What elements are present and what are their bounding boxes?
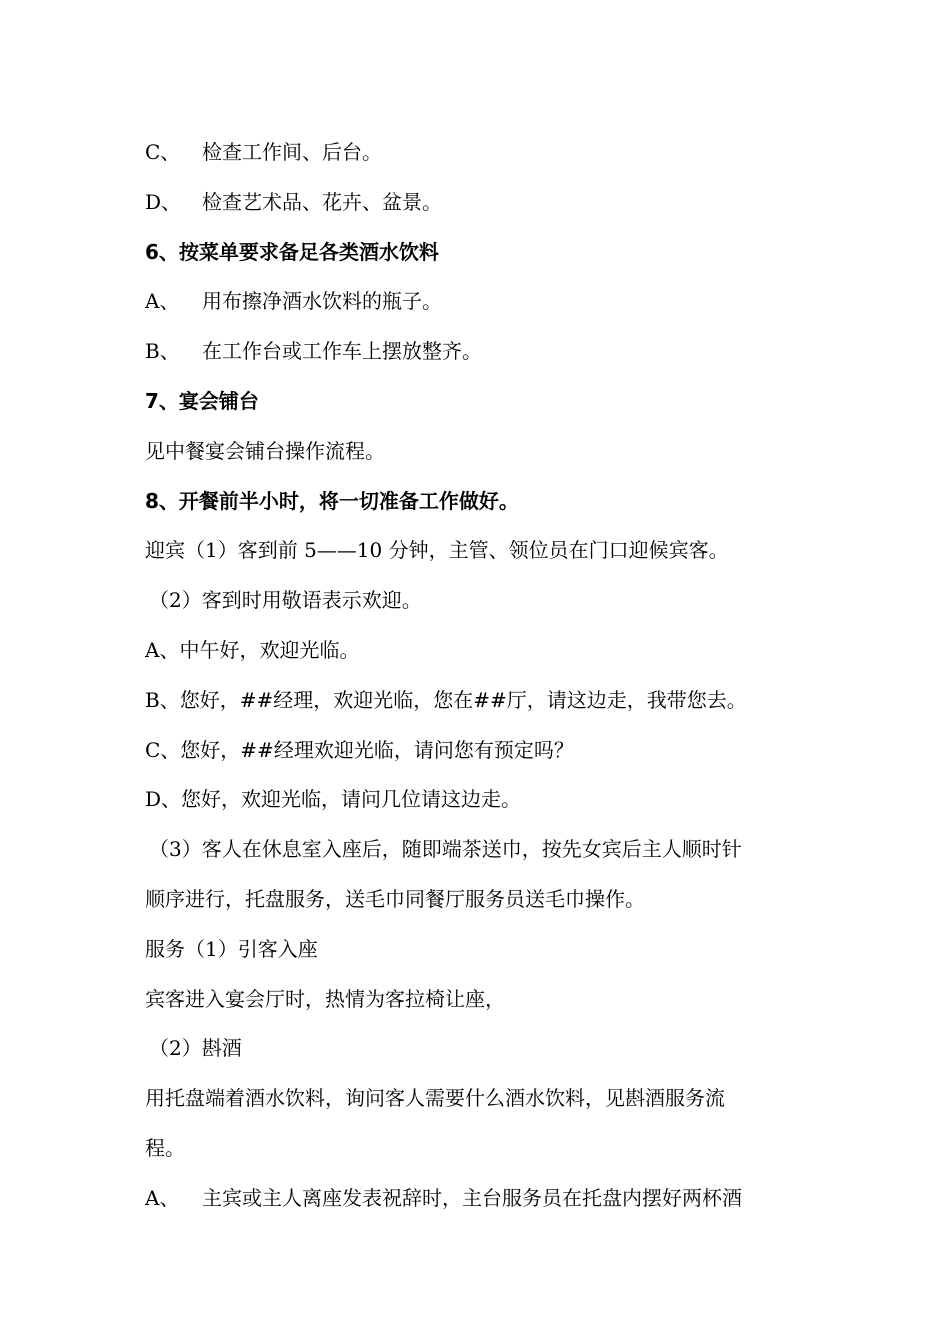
- list-text: 用布擦净酒水饮料的瓶子。: [202, 289, 442, 314]
- paragraph-line: 迎宾（1）客到前 5——10 分钟，主管、领位员在门口迎候宾客。: [145, 538, 729, 563]
- list-marker: C、: [145, 140, 181, 164]
- list-item-a: [145, 277, 810, 327]
- paragraph-line: （3）客人在休息室入座后，随即端茶送巾，按先女宾后主人顺时针: [149, 837, 742, 862]
- list-text: 主宾或主人离座发表祝辞时，主台服务员在托盘内摆好两杯酒: [202, 1185, 742, 1210]
- list-item-a: [145, 1174, 810, 1224]
- list-marker: D、: [145, 189, 182, 214]
- paragraph-line: 用托盘端着酒水饮料，询问客人需要什么酒水饮料，见斟酒服务流: [145, 1086, 725, 1111]
- list-text: 检查艺术品、花卉、盆景。: [202, 189, 442, 214]
- paragraph-line: B、您好，##经理，欢迎光临，您在##厅，请这边走，我带您去。: [145, 687, 747, 712]
- section-heading-7: 7、宴会铺台: [145, 388, 259, 413]
- list-text: 检查工作间、后台。: [202, 140, 382, 164]
- paragraph-line: （2）斟酒: [149, 1036, 242, 1061]
- list-item-c: [145, 128, 810, 178]
- section-heading-8: 8、开餐前半小时，将一切准备工作做好。: [145, 488, 519, 513]
- list-item-b: [145, 327, 810, 377]
- section-heading-6: 6、按菜单要求备足各类酒水饮料: [145, 239, 439, 264]
- paragraph-line: D、您好，欢迎光临，请问几位请这边走。: [145, 787, 522, 812]
- list-marker: A、: [145, 1185, 180, 1210]
- paragraph-line: 见中餐宴会铺台操作流程。: [145, 438, 385, 463]
- paragraph-line: 程。: [145, 1135, 185, 1160]
- paragraph-line: 服务（1）引客入座: [145, 936, 318, 961]
- list-item-d: [145, 178, 810, 228]
- list-marker: B、: [145, 339, 180, 364]
- paragraph-line: C、您好，##经理欢迎光临，请问您有预定吗？: [145, 737, 574, 762]
- paragraph-line: 顺序进行，托盘服务，送毛巾同餐厅服务员送毛巾操作。: [145, 886, 645, 911]
- paragraph-line: （2）客到时用敬语表示欢迎。: [149, 588, 422, 613]
- list-marker: A、: [145, 289, 180, 314]
- paragraph-line: A、中午好，欢迎光临。: [145, 637, 360, 662]
- paragraph-line: 宾客进入宴会厅时，热情为客拉椅让座，: [145, 986, 505, 1011]
- list-text: 在工作台或工作车上摆放整齐。: [202, 339, 482, 364]
- document-page: [145, 128, 810, 1224]
